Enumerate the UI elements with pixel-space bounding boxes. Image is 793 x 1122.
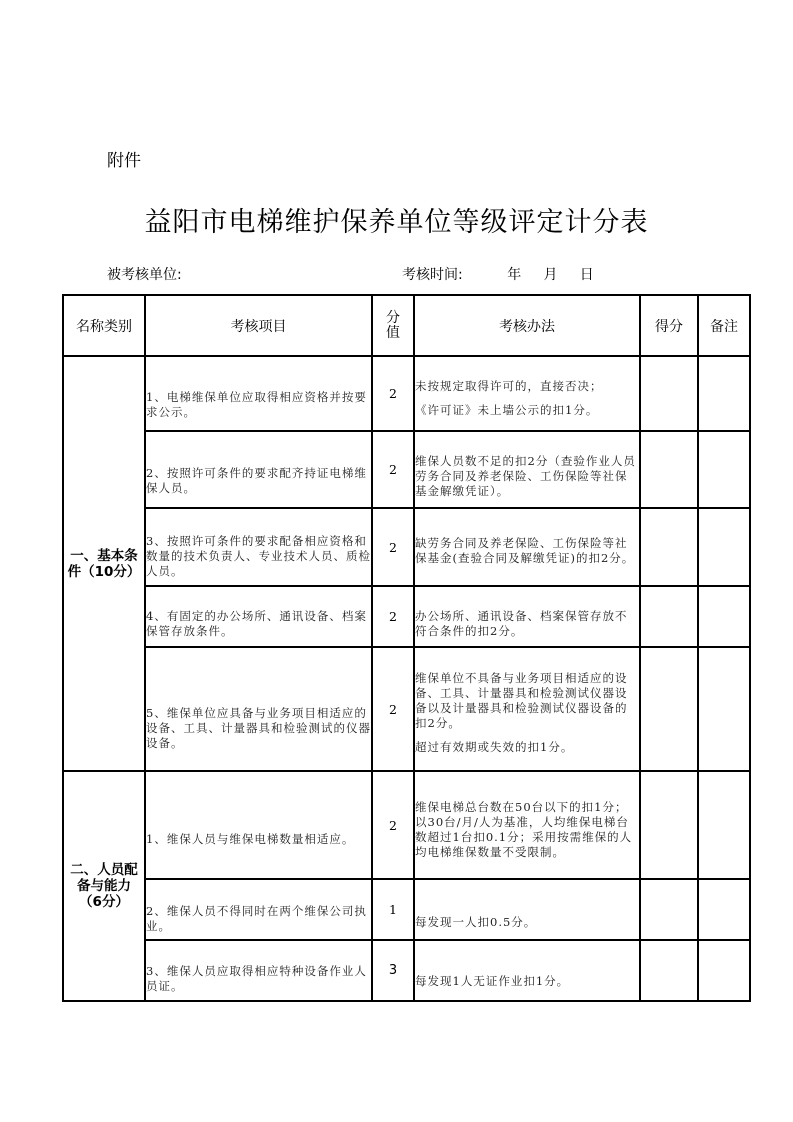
assessment-method-cell [414,508,640,586]
assessment-method-text: 缺劳务合同及养老保险、工伤保险等社保基金(查验合同及解缴凭证)的扣2分。 [415,536,635,565]
point-value-cell: 3 [372,940,414,1001]
point-value-cell: 2 [372,771,414,879]
assessment-method-text: 维保单位不具备与业务项目相适应的设备、工具、计量器具和检验测试仪器设备以及计量器具和检验测试仪器设备的扣2分。 [415,671,628,730]
attachment-label: 附件 [107,151,141,171]
month-label: 月 [543,267,558,283]
assessment-item-text: 2、维保人员不得同时在两个维保公司执业。 [146,903,367,933]
score-input-cell[interactable] [640,647,698,771]
col-header-method: 考核办法 [414,295,640,356]
col-header-category: 名称类别 [63,295,145,356]
remark-input-cell[interactable] [698,586,750,647]
assessment-method-text: 每发现一人扣0.5分。 [415,914,537,929]
assessment-method-text: 《许可证》未上墙公示的扣1分。 [415,403,599,417]
remark-input-cell[interactable] [698,431,750,508]
day-label: 日 [579,267,594,283]
category-cell: 二、人员配 备与能力 （6分） [63,771,145,1001]
point-value-cell: 2 [372,508,414,586]
remark-input-cell[interactable] [698,508,750,586]
assessment-time [402,264,594,284]
assessment-item-cell [145,647,372,771]
assessment-method-text: 维保电梯总台数在50台以下的扣1分；以30台/月/人为基准，人均维保电梯台数超过1台扣0.1分；采用按需维保的人均电梯维保数量不受限制。 [415,800,633,859]
remark-input-cell[interactable] [698,356,750,431]
remark-input-cell[interactable] [698,940,750,1001]
assessment-method-text: 每发现1人无证作业扣1分。 [415,974,570,988]
table-row [63,431,750,508]
assessment-method-text: 维保人员数不足的扣2分（查验作业人员劳务合同及养老保险、工伤保险等社保基金解缴凭证）。 [415,454,636,498]
assessment-method-text: 办公场所、通讯设备、档案保管存放不符合条件的扣2分。 [415,608,628,638]
score-input-cell[interactable] [640,431,698,508]
score-input-cell[interactable] [640,586,698,647]
assessment-item-text: 1、维保人员与维保电梯数量相适应。 [146,831,355,846]
table-row [63,508,750,586]
point-value-cell: 2 [372,356,414,431]
assessment-item-cell [145,586,372,647]
score-input-cell[interactable] [640,940,698,1001]
assessment-item-cell [145,771,372,879]
point-value-cell: 1 [372,879,414,940]
assessment-time-label: 考核时间: [402,267,463,283]
page-title: 益阳市电梯维护保养单位等级评定计分表 [144,207,649,238]
assessment-item-text: 3、按照许可条件的要求配备相应资格和数量的技术负责人、专业技术人员、质检人员。 [146,533,371,578]
assessment-item-cell [145,508,372,586]
assessment-item-cell [145,940,372,1001]
score-input-cell[interactable] [640,356,698,431]
table-row [63,940,750,1001]
assessment-method-cell [414,771,640,879]
assessment-item-text: 3、维保人员应取得相应特种设备作业人员证。 [146,963,367,993]
assessment-item-text: 4、有固定的办公场所、通讯设备、档案保管存放条件。 [146,608,367,638]
point-value-cell: 2 [372,586,414,647]
col-header-value: 分 值 [372,295,414,356]
table-row [63,586,750,647]
assessment-item-text: 2、按照许可条件的要求配齐持证电梯维保人员。 [146,465,367,495]
assessment-method-cell [414,940,640,1001]
assessment-method-cell [414,647,640,771]
category-cell: 一、基本条 件（10分） [63,356,145,771]
table-row [63,647,750,771]
point-value-cell: 2 [372,431,414,508]
score-input-cell[interactable] [640,771,698,879]
table-row [63,356,750,431]
assessment-method-text: 超过有效期或失效的扣1分。 [415,740,574,754]
score-input-cell[interactable] [640,879,698,940]
score-input-cell[interactable] [640,508,698,586]
assessment-method-cell [414,431,640,508]
col-header-score: 得分 [640,295,698,356]
table-row [63,771,750,879]
assessment-method-cell [414,586,640,647]
assessment-method-text: 未按规定取得许可的，直接否决； [415,379,603,393]
assessment-item-text: 1、电梯维保单位应取得相应资格并按要求公示。 [146,389,367,419]
assessment-item-text: 5、维保单位应具备与业务项目相适应的设备、工具、计量器具和检验测试的仪器设备。 [146,705,371,750]
assessed-unit-label: 被考核单位: [107,267,182,283]
assessment-method-cell [414,879,640,940]
year-label: 年 [507,267,522,283]
remark-input-cell[interactable] [698,647,750,771]
table-header-row [63,295,750,356]
assessment-item-cell [145,879,372,940]
col-header-item: 考核项目 [145,295,372,356]
col-header-remark: 备注 [698,295,750,356]
assessment-item-cell [145,431,372,508]
assessment-method-cell [414,356,640,431]
table-row [63,879,750,940]
remark-input-cell[interactable] [698,879,750,940]
point-value-cell: 2 [372,647,414,771]
scoring-table [62,294,751,1002]
remark-input-cell[interactable] [698,771,750,879]
assessment-item-cell [145,356,372,431]
